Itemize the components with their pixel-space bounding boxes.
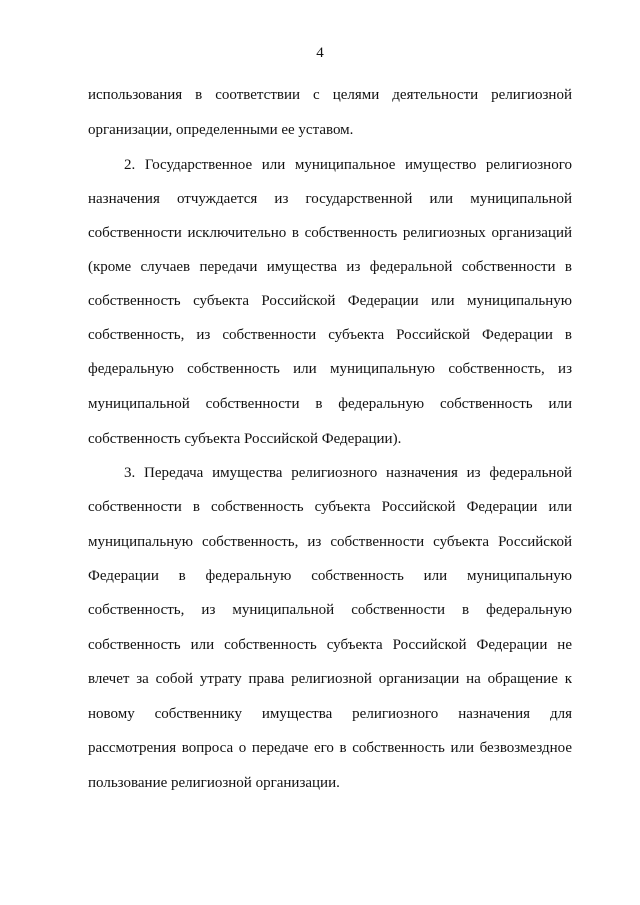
- body-line: влечет за собой утрату права религиозной организации на обращение к: [88, 671, 572, 687]
- body-line: использования в соответствии с целями деятельности религиозной: [88, 87, 572, 103]
- body-line: федеральную собственность или муниципальную собственность, из: [88, 361, 572, 377]
- body-line: новому собственнику имущества религиозного назначения для: [88, 706, 572, 722]
- page-number: 4: [316, 45, 324, 61]
- body-line: собственности в собственность субъекта Российской Федерации или: [88, 499, 572, 515]
- paragraph-2-first-line: 2. Государственное или муниципальное имущество религиозного: [124, 157, 572, 173]
- body-line: собственность субъекта Российской Федерации или муниципальную: [88, 293, 572, 309]
- body-line: пользование религиозной организации.: [88, 775, 340, 791]
- body-line: рассмотрения вопроса о передаче его в собственность или безвозмездное: [88, 740, 572, 756]
- body-line: собственности исключительно в собственность религиозных организаций: [88, 225, 572, 241]
- body-line: собственность, из муниципальной собственности в федеральную: [88, 602, 572, 618]
- body-line: муниципальную собственность, из собственности субъекта Российской: [88, 534, 572, 550]
- body-line: муниципальной собственности в федеральную собственность или: [88, 396, 572, 412]
- paragraph-3-first-line: 3. Передача имущества религиозного назначения из федеральной: [124, 465, 572, 481]
- body-line: собственность или собственность субъекта Российской Федерации не: [88, 637, 572, 653]
- body-line: назначения отчуждается из государственной или муниципальной: [88, 191, 572, 207]
- body-line: собственность, из собственности субъекта Российской Федерации в: [88, 327, 572, 343]
- body-line: Федерации в федеральную собственность или муниципальную: [88, 568, 572, 584]
- body-line: организации, определенными ее уставом.: [88, 122, 354, 138]
- body-line: (кроме случаев передачи имущества из федеральной собственности в: [88, 259, 572, 275]
- body-line: собственность субъекта Российской Федерации).: [88, 431, 402, 447]
